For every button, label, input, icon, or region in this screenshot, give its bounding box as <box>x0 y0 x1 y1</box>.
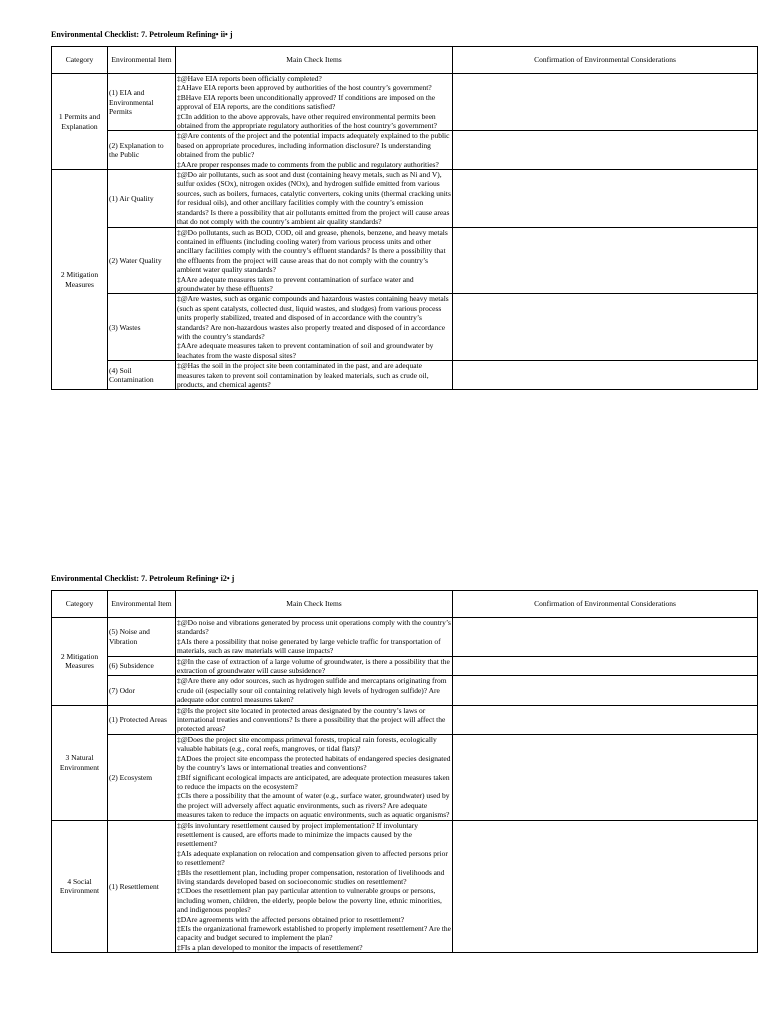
check-item: ‡DAre agreements with the affected persons obtained prior to resettlement? <box>177 914 405 924</box>
check-items-cell <box>176 734 453 820</box>
table-row <box>52 676 758 705</box>
table-row <box>52 361 758 390</box>
check-item: ‡BIs the resettlement plan, including proper compensation, restoration of livelihoods and living standards developed based on socioeconomic studies on resettlement? <box>177 867 445 886</box>
table-row <box>52 820 758 953</box>
check-item: ‡@Does the project site encompass primeval forests, tropical rain forests, ecologically valuable habitats (e.g., coral reefs, mangroves, or tidal flats)? <box>177 734 437 754</box>
check-item: ‡FIs a plan developed to monitor the impacts of resettlement? <box>177 942 363 952</box>
environmental-item-cell: (2) Explanation to the Public <box>108 131 176 170</box>
confirmation-cell <box>453 294 758 361</box>
table-row <box>52 734 758 820</box>
category-cell: 1 Permits and Explanation <box>52 74 108 170</box>
confirmation-cell <box>453 676 758 705</box>
header-category: Category <box>52 47 108 74</box>
environmental-item-cell: (3) Wastes <box>108 294 176 361</box>
check-items-cell <box>176 170 453 227</box>
confirmation-cell <box>453 820 758 953</box>
table-row <box>52 705 758 734</box>
environmental-item-cell: (4) Soil Contamination <box>108 361 176 390</box>
table-row <box>52 656 758 676</box>
environmental-item-cell: (1) Air Quality <box>108 170 176 227</box>
check-items-cell <box>176 227 453 294</box>
table-row <box>52 227 758 294</box>
header-main-check-items: Main Check Items <box>176 47 453 74</box>
check-item: ‡@Are contents of the project and the potential impacts adequately explained to the public based on appropriate procedures, including information disclosure? Is understanding obtained from the public? <box>177 131 450 160</box>
header-environmental-item: Environmental Item <box>108 591 176 618</box>
table-row <box>52 74 758 131</box>
check-item: ‡@Is involuntary resettlement caused by project implementation? If involuntary resettlement is caused, are efforts made to minimize the impacts caused by the resettlement? <box>177 820 419 849</box>
confirmation-cell <box>453 734 758 820</box>
section-title-2: Environmental Checklist: 7. Petroleum Refining• i2• j <box>51 574 235 583</box>
confirmation-cell <box>453 170 758 227</box>
check-items-cell <box>176 705 453 734</box>
category-cell: 2 Mitigation Measures <box>52 170 108 390</box>
environmental-item-cell: (2) Water Quality <box>108 227 176 294</box>
check-item: ‡AAre adequate measures taken to prevent contamination of soil and groundwater by leachates from the waste disposal sites? <box>177 341 434 360</box>
confirmation-cell <box>453 361 758 390</box>
table-body <box>52 618 758 953</box>
check-item: ‡@Have EIA reports been officially completed? <box>177 74 322 83</box>
checklist-table-1 <box>51 46 758 390</box>
check-item: ‡@Has the soil in the project site been contaminated in the past, and are adequate measures taken to prevent soil contamination by leaked materials, such as crude oil, products, and chemical agents? <box>177 361 429 389</box>
check-item: ‡@In the case of extraction of a large volume of groundwater, is there a possibility that the extraction of groundwater will cause subsidence? <box>177 656 450 676</box>
check-items-cell <box>176 361 453 390</box>
confirmation-cell <box>453 656 758 676</box>
header-environmental-item: Environmental Item <box>108 47 176 74</box>
check-items-cell <box>176 656 453 676</box>
header-confirmation: Confirmation of Environmental Considerations <box>453 47 758 74</box>
check-items-cell <box>176 676 453 705</box>
header-category: Category <box>52 591 108 618</box>
table-row <box>52 170 758 227</box>
check-item: ‡BHave EIA reports been unconditionally approved? If conditions are imposed on the approval of EIA reports, are the conditions satisfied? <box>177 92 436 112</box>
check-item: ‡@Do noise and vibrations generated by process unit operations comply with the country’s standards? <box>177 618 451 637</box>
check-item: ‡AAre adequate measures taken to prevent contamination of surface water and groundwater by these effluents? <box>177 274 414 293</box>
confirmation-cell <box>453 131 758 170</box>
check-item: ‡@Do pollutants, such as BOD, COD, oil and grease, phenols, benzene, and heavy metals contained in effluents (including cooling water) from various process units and other ancillary facilities comply with the country’s effluent standards? Is there a possibility that the effluents from the project will cause areas that do not comply with the country’s ambient water quality standards? <box>177 227 448 275</box>
check-items-cell <box>176 131 453 170</box>
environmental-item-cell: (1) Protected Areas <box>108 705 176 734</box>
category-cell: 2 Mitigation Measures <box>52 618 108 706</box>
check-item: ‡AAre proper responses made to comments from the public and regulatory authorities? <box>177 159 439 169</box>
check-item: ‡@Is the project site located in protected areas designated by the country’s laws or international treaties and conventions? Is there a possibility that the project will affect the protected areas? <box>177 705 446 734</box>
check-item: ‡AHave EIA reports been approved by authorities of the host country’s government? <box>177 83 432 93</box>
category-cell: 4 Social Environment <box>52 820 108 953</box>
confirmation-cell <box>453 74 758 131</box>
check-item: ‡BIf significant ecological impacts are anticipated, are adequate protection measures taken to reduce the impacts on the ecosystem? <box>177 772 450 791</box>
environmental-item-cell: (1) EIA and Environmental Permits <box>108 74 176 131</box>
check-item: ‡CIn addition to the above approvals, have other required environmental permits been obtained from the appropriate regulatory authorities of the host country’s government? <box>177 111 437 131</box>
check-item: ‡@Are wastes, such as organic compounds and hazardous wastes containing heavy metals (such as spent catalysts, collected dust, liquid wastes, and sludges) from various process units properly stabilized, treated and disposed of in accordance with the country’s standards? Are non-hazardous wastes also properly treated and disposed of in accordance with the country’s standards? <box>177 294 449 341</box>
environmental-item-cell: (6) Subsidence <box>108 656 176 676</box>
check-item: ‡CDoes the resettlement plan pay particular attention to vulnerable groups or persons, including women, children, the elderly, people below the poverty line, ethnic minorities, and indigenous peoples? <box>177 886 442 915</box>
check-item: ‡AIs adequate explanation on relocation and compensation given to affected persons prior to resettlement? <box>177 848 448 868</box>
environmental-item-cell: (1) Resettlement <box>108 820 176 953</box>
check-item: ‡@Do air pollutants, such as soot and dust (containing heavy metals, such as Ni and V), sulfur oxides (SOx), nitrogen oxides (NOx), and hydrogen sulfide emitted from various sources, such as boilers, furnaces, catalytic converters, coking units (thermal cracking units for residual oils), and other ancillary facilities comply with the country’s emission standards? Is there a possibility that air pollutants emitted from the project will cause areas that do not comply with the country’s ambient air quality standards? <box>177 170 451 227</box>
header-row <box>52 47 758 74</box>
checklist-table-2 <box>51 590 758 953</box>
check-items-cell <box>176 820 453 953</box>
check-items-cell <box>176 74 453 131</box>
header-row <box>52 591 758 618</box>
check-item: ‡CIs there a possibility that the amount of water (e.g., surface water, groundwater) used by the project will adversely affect aquatic environments, such as rivers? Are adequate measures taken to reduce the impacts on aquatic environments, such as aquatic organisms? <box>177 791 450 820</box>
table-row <box>52 131 758 170</box>
check-item: ‡@Are there any odor sources, such as hydrogen sulfide and mercaptans originating from crude oil (especially sour oil containing relatively high levels of hydrogen sulfide)? Are adequate odor control measures taken? <box>177 676 447 705</box>
check-item: ‡EIs the organizational framework established to properly implement resettlement? Are the capacity and budget secured to implement the plan? <box>177 924 451 943</box>
environmental-item-cell: (7) Odor <box>108 676 176 705</box>
check-items-cell <box>176 618 453 657</box>
check-items-cell <box>176 294 453 361</box>
environmental-item-cell: (2) Ecosystem <box>108 734 176 820</box>
confirmation-cell <box>453 705 758 734</box>
check-item: ‡ADoes the project site encompass the protected habitats of endangered species designated by the country’s laws or international treaties and conventions? <box>177 753 451 773</box>
header-main-check-items: Main Check Items <box>176 591 453 618</box>
table-row <box>52 294 758 361</box>
table-body <box>52 74 758 390</box>
environmental-item-cell: (5) Noise and Vibration <box>108 618 176 657</box>
section-title-1: Environmental Checklist: 7. Petroleum Refining• iì• j <box>51 30 233 39</box>
table-row <box>52 618 758 657</box>
header-confirmation: Confirmation of Environmental Considerations <box>453 591 758 618</box>
confirmation-cell <box>453 618 758 657</box>
category-cell: 3 Natural Environment <box>52 705 108 820</box>
confirmation-cell <box>453 227 758 294</box>
check-item: ‡AIs there a possibility that noise generated by large vehicle traffic for transportation of materials, such as raw materials will cause impacts? <box>177 636 441 656</box>
